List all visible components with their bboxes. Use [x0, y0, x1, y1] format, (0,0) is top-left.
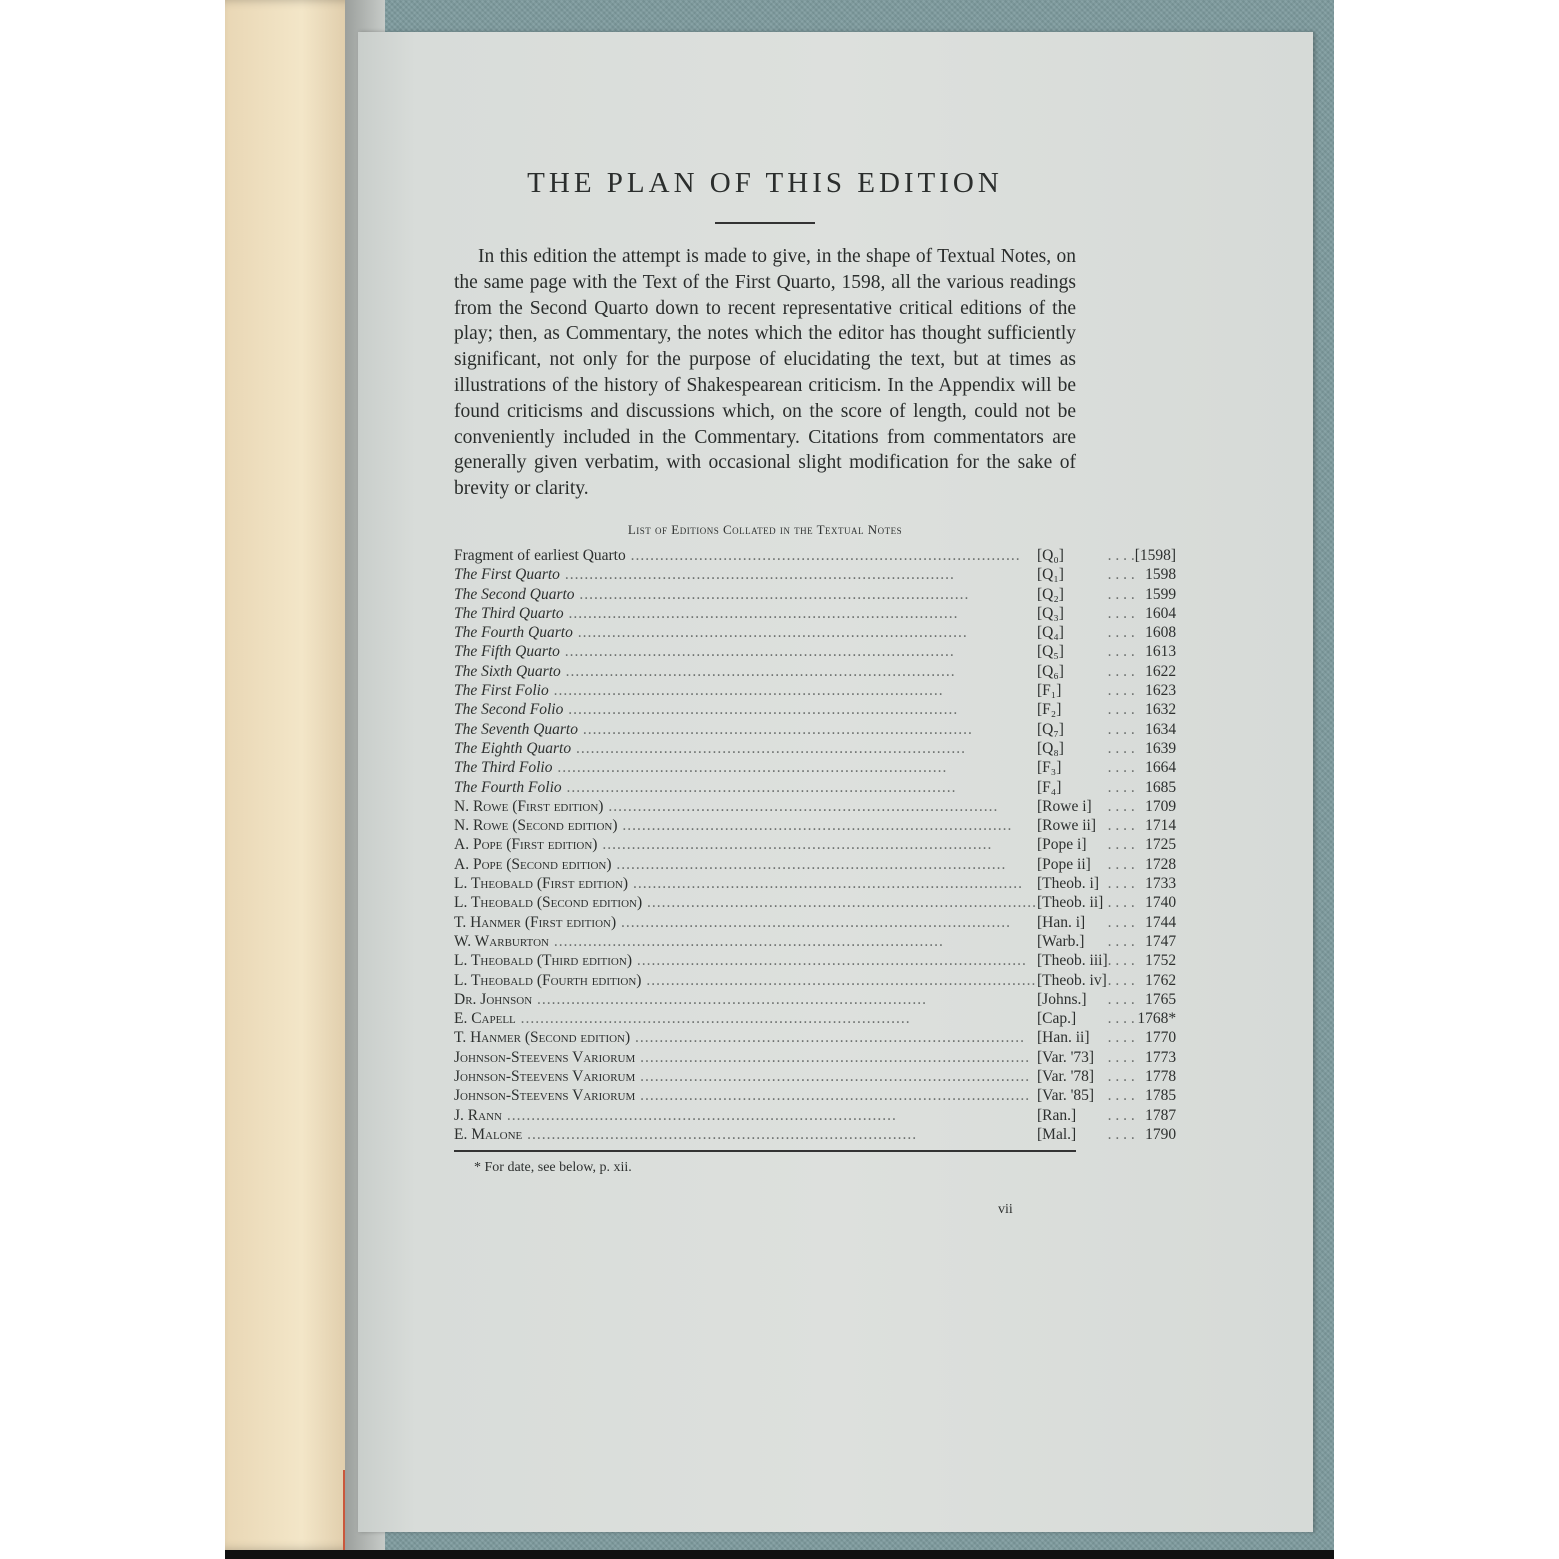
edition-row — [454, 739, 1176, 758]
leader-dots: . . . . — [1107, 875, 1135, 893]
edition-year: 1685 — [1145, 778, 1177, 796]
leader-dots: . . . . — [1107, 778, 1135, 796]
leader-dots: ................................................................................ — [616, 913, 1011, 931]
edition-name-cell — [454, 720, 1037, 739]
edition-name: J. Rann — [454, 1106, 502, 1124]
leader-dots: . . . . — [1107, 720, 1135, 738]
edition-year: 1604 — [1145, 604, 1177, 622]
edition-name-cell — [454, 835, 1037, 854]
leader-dots: ................................................................................ — [563, 604, 959, 622]
edition-abbreviation: [Q₈] — [1037, 739, 1064, 757]
intro-paragraph: In this edition the attempt is made to give, in the shape of Textual Notes, on the same page with the Text of the First Quarto, 1598, all the various readings from the Second Quarto down to recent representative critical editions of the play; then, as Commentary, the notes which the editor has thought sufficiently significant, not only for the purpose of elucidating the text, but at times as illustrations of the history of Shakespearean criticism. In the Appendix will be found criticisms and discussions which, on the score of length, could not be conveniently included in the Commentary. Citations from commentators are generally given verbatim, with occasional slight modification for the sake of brevity or clarity. — [454, 246, 1076, 500]
edition-row — [454, 1067, 1176, 1086]
edition-year: 1747 — [1145, 932, 1177, 950]
edition-name: N. Rowe (First edition) — [454, 797, 604, 815]
edition-name: The Second Folio — [454, 701, 564, 719]
edition-abbreviation: [Han. i] — [1037, 913, 1086, 931]
edition-row — [454, 913, 1176, 932]
edition-name-cell — [454, 585, 1037, 604]
edition-name-cell — [454, 1067, 1037, 1086]
edition-abbreviation: [Johns.] — [1037, 990, 1087, 1008]
leader-dots: . . . . — [1107, 797, 1135, 815]
edition-name-cell — [454, 565, 1037, 584]
edition-name: L. Theobald (Fourth edition) — [454, 971, 642, 989]
leader-dots: ................................................................................ — [617, 817, 1013, 835]
edition-abbreviation: [Var. '78] — [1037, 1067, 1095, 1085]
leader-dots: ................................................................................ — [635, 1048, 1031, 1066]
edition-name: A. Pope (First edition) — [454, 836, 598, 854]
leader-dots: . . . . — [1107, 739, 1135, 757]
edition-year: 1740 — [1145, 894, 1177, 912]
edition-row — [454, 662, 1176, 681]
edition-abbreviation: [Q₆] — [1037, 662, 1064, 680]
leader-dots: . . . . — [1107, 1029, 1135, 1047]
edition-year: 1790 — [1145, 1125, 1177, 1143]
page-title: THE PLAN OF THIS EDITION — [527, 167, 1003, 199]
edition-name: E. Malone — [454, 1125, 523, 1143]
edition-row — [454, 855, 1176, 874]
editions-table-body — [454, 546, 1176, 1144]
leader-dots: ................................................................................ — [635, 1067, 1031, 1085]
leader-dots: . . . . — [1107, 1010, 1135, 1028]
edition-abbreviation: [Theob. iii] — [1037, 952, 1108, 970]
edition-row — [454, 604, 1176, 623]
edition-row — [454, 835, 1176, 854]
leader-dots: . . . . — [1107, 682, 1135, 700]
edition-name-cell — [454, 951, 1037, 970]
edition-abbreviation: [Warb.] — [1037, 932, 1085, 950]
edition-abbreviation: [Var. '73] — [1037, 1048, 1095, 1066]
edition-year: 1744 — [1145, 913, 1177, 931]
edition-year: 1733 — [1145, 875, 1177, 893]
leader-dots: ................................................................................ — [548, 682, 944, 700]
edition-abbreviation: [Rowe i] — [1037, 797, 1092, 815]
edition-row — [454, 546, 1176, 565]
edition-year: 1634 — [1145, 720, 1177, 738]
leader-dots: ................................................................................ — [572, 624, 968, 642]
edition-abbreviation: [Q₀] — [1037, 546, 1064, 564]
leader-dots: ................................................................................ — [515, 1010, 911, 1028]
edition-abbreviation: [F₂] — [1037, 701, 1062, 719]
edition-name: W. Warburton — [454, 932, 549, 950]
edition-name: L. Theobald (First edition) — [454, 875, 629, 893]
edition-abbreviation: [Theob. ii] — [1037, 894, 1104, 912]
page-number: vii — [998, 1202, 1013, 1218]
edition-year: 1709 — [1145, 797, 1177, 815]
leader-dots: . . . . — [1107, 990, 1135, 1008]
edition-year: 1770 — [1145, 1029, 1177, 1047]
edition-abbreviation: [Pope ii] — [1037, 855, 1091, 873]
edition-year: 1632 — [1145, 701, 1177, 719]
edition-name-cell — [454, 623, 1037, 642]
edition-row — [454, 1086, 1176, 1105]
leader-dots: . . . . — [1107, 836, 1135, 854]
edition-name-cell — [454, 913, 1037, 932]
edition-abbreviation: [Rowe ii] — [1037, 817, 1096, 835]
leader-dots: ................................................................................ — [603, 797, 999, 815]
leader-dots: ................................................................................ — [532, 990, 928, 1008]
editions-list-heading: List of Editions Collated in the Textual Notes — [627, 521, 903, 537]
edition-year: 1768* — [1137, 1010, 1177, 1028]
edition-name-cell — [454, 1028, 1037, 1047]
edition-name: The Second Quarto — [454, 585, 575, 603]
leader-dots: ................................................................................ — [522, 1125, 918, 1143]
edition-row — [454, 623, 1176, 642]
edition-name: Dr. Johnson — [454, 990, 533, 1008]
edition-name-cell — [454, 681, 1037, 700]
edition-name-cell — [454, 778, 1037, 797]
edition-abbreviation: [Q₂] — [1037, 585, 1064, 603]
edition-abbreviation: [F₄] — [1037, 778, 1062, 796]
leader-dots: . . . . — [1107, 1067, 1135, 1085]
edition-abbreviation: [Ran.] — [1037, 1106, 1077, 1124]
leader-dots: ................................................................................ — [577, 720, 973, 738]
leader-dots: . . . . — [1107, 932, 1135, 950]
leader-dots: . . . . — [1107, 643, 1135, 661]
edition-name: The Fourth Folio — [454, 778, 562, 796]
leader-dots: ................................................................................ — [642, 894, 1038, 912]
leader-dots: ................................................................................ — [571, 739, 966, 757]
edition-abbreviation: [Theob. iv] — [1037, 971, 1107, 989]
edition-year: 1714 — [1145, 817, 1177, 835]
leader-dots: ................................................................................ — [641, 971, 1037, 989]
edition-name: E. Capell — [454, 1010, 516, 1028]
edition-name-cell — [454, 758, 1037, 777]
edition-name-cell — [454, 1106, 1037, 1125]
edition-abbreviation: [Pope i] — [1037, 836, 1087, 854]
leader-dots: . . . . — [1107, 913, 1135, 931]
leader-dots: ................................................................................ — [628, 875, 1023, 893]
leader-dots: ................................................................................ — [501, 1106, 897, 1124]
edition-abbreviation: [Q₁] — [1037, 566, 1064, 584]
edition-year: 1599 — [1145, 585, 1177, 603]
edition-abbreviation: [Theob. i] — [1037, 875, 1099, 893]
edition-year: 1778 — [1145, 1067, 1177, 1085]
leader-dots: ................................................................................ — [548, 932, 944, 950]
edition-row — [454, 797, 1176, 816]
leader-dots: . . . . — [1107, 759, 1135, 777]
edition-name: The Third Quarto — [454, 604, 564, 622]
edition-year: 1725 — [1145, 836, 1177, 854]
edition-row — [454, 932, 1176, 951]
leader-dots: ................................................................................ — [574, 585, 970, 603]
leader-dots: ................................................................................ — [563, 701, 959, 719]
leader-dots: ................................................................................ — [560, 662, 956, 680]
edition-name: N. Rowe (Second edition) — [454, 817, 618, 835]
edition-name: T. Hanmer (Second edition) — [454, 1029, 631, 1047]
edition-row — [454, 565, 1176, 584]
leader-dots: ................................................................................ — [559, 643, 955, 661]
edition-name-cell — [454, 1086, 1037, 1105]
edition-abbreviation: [Q₃] — [1037, 604, 1064, 622]
leader-dots: . . . . — [1107, 701, 1135, 719]
edition-row — [454, 585, 1176, 604]
edition-name: A. Pope (Second edition) — [454, 855, 612, 873]
edition-row — [454, 642, 1176, 661]
edition-year: 1787 — [1145, 1106, 1177, 1124]
leader-dots: ................................................................................ — [635, 1087, 1031, 1105]
leader-dots: ................................................................................ — [559, 566, 955, 584]
edition-row — [454, 778, 1176, 797]
edition-name-cell — [454, 700, 1037, 719]
leader-dots: . . . . — [1107, 566, 1135, 584]
edition-name-cell — [454, 739, 1037, 758]
leader-dots: . . . . — [1107, 662, 1135, 680]
edition-row — [454, 1048, 1176, 1067]
edition-year: 1773 — [1145, 1048, 1177, 1066]
edition-abbreviation: [Q₇] — [1037, 720, 1064, 738]
edition-name: Fragment of earliest Quarto — [454, 546, 626, 564]
edition-abbreviation: [F₁] — [1037, 682, 1062, 700]
edition-year: 1752 — [1145, 952, 1177, 970]
edition-name: Johnson-Steevens Variorum — [454, 1067, 636, 1085]
table-rule — [454, 1150, 1076, 1152]
edition-abbreviation: [Var. '85] — [1037, 1087, 1095, 1105]
edition-row — [454, 971, 1176, 990]
edition-abbreviation: [Q₄] — [1037, 624, 1064, 642]
edition-row — [454, 720, 1176, 739]
edition-year: 1762 — [1145, 971, 1177, 989]
edition-name: The First Folio — [454, 682, 549, 700]
leader-dots: ................................................................................ — [561, 778, 957, 796]
edition-year: 1664 — [1145, 759, 1177, 777]
edition-row — [454, 816, 1176, 835]
edition-year: 1622 — [1145, 662, 1177, 680]
edition-row — [454, 893, 1176, 912]
edition-row — [454, 681, 1176, 700]
edition-name-cell — [454, 1009, 1037, 1028]
footnote: * For date, see below, p. xii. — [474, 1160, 632, 1176]
leader-dots: . . . . — [1107, 624, 1135, 642]
leader-dots: . . . . — [1107, 855, 1135, 873]
edition-name-cell — [454, 855, 1037, 874]
edition-name-cell — [454, 990, 1037, 1009]
edition-name-cell — [454, 662, 1037, 681]
edition-name: The Seventh Quarto — [454, 720, 578, 738]
page-content — [454, 167, 1177, 1218]
leader-dots: . . . . — [1107, 604, 1135, 622]
photo-frame — [225, 0, 1334, 1550]
edition-name-cell — [454, 1125, 1037, 1144]
edition-name: The Fifth Quarto — [454, 643, 560, 661]
edition-year: 1639 — [1145, 739, 1177, 757]
edition-abbreviation: [F₃] — [1037, 759, 1062, 777]
edition-name: The Fourth Quarto — [454, 624, 573, 642]
edition-row — [454, 990, 1176, 1009]
edition-row — [454, 1125, 1176, 1144]
edition-year: 1623 — [1145, 682, 1177, 700]
leader-dots: . . . . — [1107, 894, 1135, 912]
edition-year: 1598 — [1145, 566, 1177, 584]
leader-dots: ................................................................................ — [597, 836, 993, 854]
edition-name: The Third Folio — [454, 759, 553, 777]
editions-table — [454, 546, 1176, 1144]
leader-dots: . . . . — [1107, 1106, 1135, 1124]
edition-row — [454, 758, 1176, 777]
leader-dots: . . . . — [1107, 546, 1135, 564]
edition-name-cell — [454, 642, 1037, 661]
leader-dots: . . . . — [1107, 971, 1135, 989]
edition-name: The Sixth Quarto — [454, 662, 561, 680]
edition-abbreviation: [Mal.] — [1037, 1125, 1077, 1143]
edition-name-cell — [454, 546, 1037, 565]
leader-dots: . . . . — [1107, 1048, 1135, 1066]
leader-dots: . . . . — [1107, 585, 1135, 603]
edition-row — [454, 1028, 1176, 1047]
leader-dots: ................................................................................ — [630, 1029, 1026, 1047]
edition-name-cell — [454, 816, 1037, 835]
edition-name: The First Quarto — [454, 566, 560, 584]
edition-name-cell — [454, 1048, 1037, 1067]
edition-name-cell — [454, 797, 1037, 816]
edition-name: The Eighth Quarto — [454, 739, 572, 757]
leader-dots: . . . . — [1107, 1125, 1135, 1143]
left-page-edge — [225, 0, 365, 1550]
edition-name-cell — [454, 932, 1037, 951]
edition-row — [454, 1009, 1176, 1028]
edition-name-cell — [454, 604, 1037, 623]
edition-name: Johnson-Steevens Variorum — [454, 1087, 636, 1105]
edition-year: 1613 — [1145, 643, 1177, 661]
edition-row — [454, 700, 1176, 719]
leader-dots: . . . . — [1107, 1087, 1135, 1105]
edition-name-cell — [454, 874, 1037, 893]
edition-abbreviation: [Q₅] — [1037, 643, 1064, 661]
edition-year: [1598] — [1134, 546, 1177, 564]
edition-year: 1608 — [1145, 624, 1177, 642]
edition-name: L. Theobald (Third edition) — [454, 952, 632, 970]
edition-row — [454, 951, 1176, 970]
edition-name-cell — [454, 893, 1037, 912]
edition-name-cell — [454, 971, 1037, 990]
leader-dots: . . . . — [1107, 952, 1135, 970]
leader-dots: ................................................................................ — [631, 952, 1027, 970]
edition-abbreviation: [Han. ii] — [1037, 1029, 1090, 1047]
leader-dots: ................................................................................ — [625, 546, 1021, 564]
edition-abbreviation: [Cap.] — [1037, 1010, 1077, 1028]
leader-dots: ................................................................................ — [611, 855, 1007, 873]
photo-bottom-border — [225, 1550, 1334, 1559]
leader-dots: ................................................................................ — [552, 759, 948, 777]
edition-year: 1765 — [1145, 990, 1177, 1008]
edition-row — [454, 1106, 1176, 1125]
title-rule — [715, 222, 815, 224]
edition-year: 1785 — [1145, 1087, 1177, 1105]
edition-year: 1728 — [1145, 855, 1177, 873]
leader-dots: . . . . — [1107, 817, 1135, 835]
edition-name: L. Theobald (Second edition) — [454, 894, 643, 912]
edition-row — [454, 874, 1176, 893]
edition-name: T. Hanmer (First edition) — [454, 913, 617, 931]
book-page — [358, 32, 1313, 1532]
edition-name: Johnson-Steevens Variorum — [454, 1048, 636, 1066]
